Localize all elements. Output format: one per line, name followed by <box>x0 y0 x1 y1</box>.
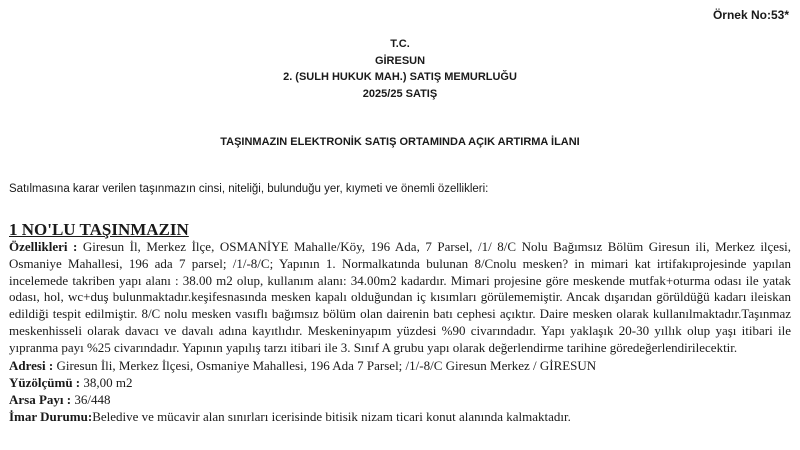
document-header <box>0 36 800 102</box>
property-address <box>9 357 791 374</box>
area-label: Yüzölçümü : <box>9 374 81 390</box>
area-text: 38,00 m2 <box>80 374 133 390</box>
property-area <box>9 374 791 391</box>
property-land-share <box>9 391 791 408</box>
property-section <box>9 220 791 425</box>
example-number: Örnek No:53* <box>712 8 789 22</box>
header-line-office: 2. (SULH HUKUK MAH.) SATIŞ MEMURLUĞU <box>283 71 517 83</box>
land-share-text: 36/448 <box>71 391 111 407</box>
features-text: Giresun İl, Merkez İlçe, OSMANİYE Mahalle/Köy, 196 Ada, 7 Parsel, /1/ 8/C Nolu Bağımsız Bölüm Giresun ili, Merkez ilçesi, Osmaniye Mahallesi, 196 ada 7 parsel; /1/-8/C; Yapının 1. Normalkatında bulunan 8/Cnolu mesken? in mimari kat irtifakıprojesinde yapılan incelemede takriben yapı alanı : 38.00 m2 olup, kullanım alanı: 34.00m2 kadardır. Mimari projesine göre meskende mutfak+oturma odası ile yatak odası, hol, wc+duş bulunmaktadır.keşifesnasında mesken kapalı olduğundan iç kısımları görülememiştir. Ancak dışarıdan görüldüğü kadarı ileiskan edildiği tespit edilmiştir. 8/C nolu mesken vasıflı bağımsız bölüm olan dairenin batı cephesi açıktır. Daire mesken olarak kullanılmaktadır.Taşınmaz meskenhisseli olarak davacı ve davalı adına kayıtlıdır. Meskeninyapım yüzdesi %90 civarındadır. Yapı yaklaşık 20-30 yıllık olup yaşı itibari ile yıpranma payı %25 civarındadır. Yapının yapılış tarzı itibari ile 3. Sınıf A grubu yapı olarak değerlendirme tarihine göredeğerlendirilecektir. <box>9 239 791 355</box>
zoning-label: İmar Durumu: <box>9 408 93 424</box>
notice-title: TAŞINMAZIN ELEKTRONİK SATIŞ ORTAMINDA AÇIK ARTIRMA İLANI <box>220 136 580 148</box>
zoning-text: Beledive ve mücavir alan sınırları icerisinde bitisik nizam ticari konut alanında kalmaktadır. <box>92 408 571 424</box>
intro-text: Satılmasına karar verilen taşınmazın cinsi, niteliği, bulunduğu yer, kıymeti ve önemli özellikleri: <box>9 183 489 195</box>
header-line-tc: T.C. <box>390 38 410 50</box>
land-share-label: Arsa Payı : <box>9 391 72 407</box>
property-zoning <box>9 408 791 425</box>
address-text: Giresun İli, Merkez İlçesi, Osmaniye Mahallesi, 196 Ada 7 Parsel; /1/-8/C Giresun Merkez / GİRESUN <box>53 357 597 373</box>
features-label: Özellikleri : <box>9 239 78 254</box>
address-label: Adresi : <box>9 357 54 373</box>
header-line-case: 2025/25 SATIŞ <box>362 87 438 100</box>
property-features <box>9 239 791 357</box>
property-heading: 1 NO'LU TAŞINMAZIN <box>9 220 189 239</box>
header-line-city: GİRESUN <box>374 54 426 67</box>
